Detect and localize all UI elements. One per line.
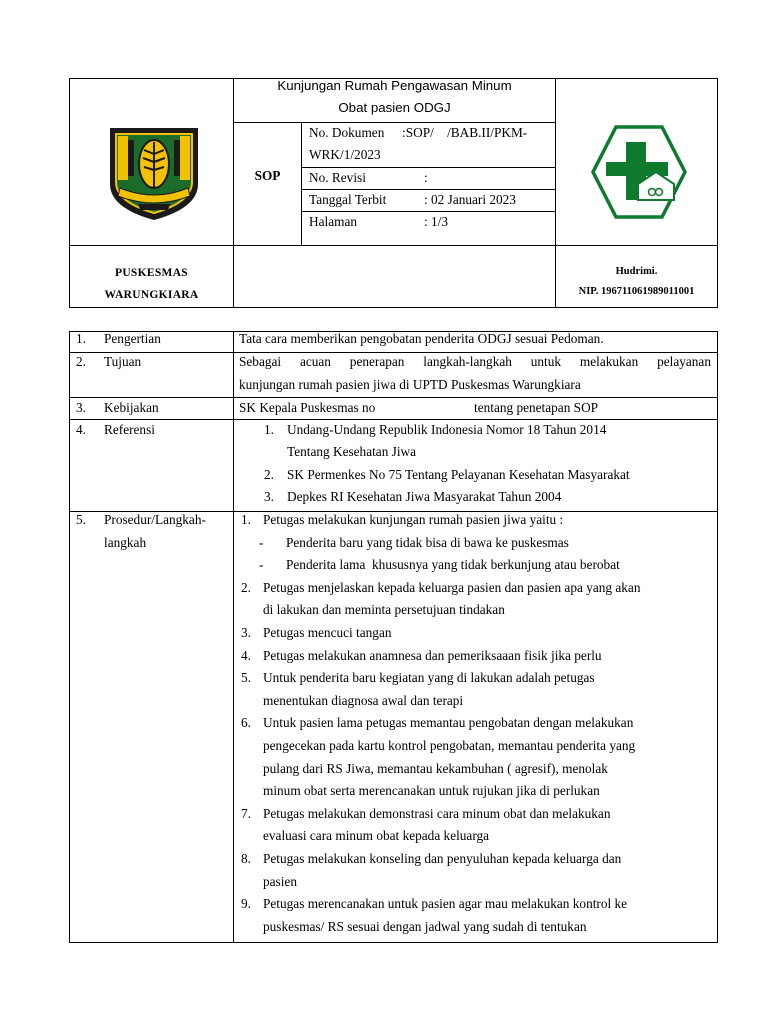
procedure-step-text-cont: evaluasi cara minum obat kepada keluarga xyxy=(263,828,490,844)
row-label-referensi: Referensi xyxy=(104,422,155,437)
row-label-tujuan: Tujuan xyxy=(104,354,142,369)
procedure-step-number: 5. xyxy=(241,670,251,686)
signer-name: Hudrimi. xyxy=(615,266,658,277)
reference-item: SK Permenkes No 75 Tentang Pelayanan Kesehatan Masyarakat xyxy=(287,467,630,482)
procedure-step-text: Petugas mencuci tangan xyxy=(263,625,392,640)
doc-number-label: No. Dokumen xyxy=(309,125,385,140)
procedure-step-text: Petugas melakukan anamnesa dan pemeriksaaan fisik jika perlu xyxy=(263,647,602,663)
revision-value: : xyxy=(424,170,428,185)
procedure-step-number: 3. xyxy=(241,625,251,640)
procedure-step-number: 8. xyxy=(241,851,251,866)
row-label-prosedur: Prosedur/Langkah- xyxy=(104,512,206,527)
issue-date-value: : 02 Januari 2023 xyxy=(424,192,516,207)
regency-crest-logo xyxy=(108,126,200,222)
puskesmas-logo xyxy=(590,124,688,220)
row-text-kebijakan: SK Kepala Puskesmas no xyxy=(239,400,376,415)
sop-label: SOP xyxy=(254,168,281,183)
row-label-kebijakan: Kebijakan xyxy=(104,400,159,415)
procedure-step-text-cont: minum obat serta merencanakan untuk rujukan jika di perlukan xyxy=(263,783,600,799)
row-text-tujuan: Sebagai acuan penerapan langkah-langkah untuk melakukan pelayanan xyxy=(239,354,711,369)
procedure-step-text-cont: pulang dari RS Jiwa, memantau kekambuhan ( agresif), menolak xyxy=(263,760,608,776)
procedure-bullet: - xyxy=(259,557,264,573)
page-label: Halaman xyxy=(309,214,357,229)
reference-item: Depkes RI Kesehatan Jiwa Masyarakat Tahun 2004 xyxy=(287,489,562,504)
row-number: 5. xyxy=(76,512,86,527)
procedure-step-text-cont: di lakukan dan meminta persetujuan tindakan xyxy=(263,602,505,618)
procedure-step-text-cont: pengecekan pada kartu kontrol pengobatan, memantau penderita yang xyxy=(263,738,636,753)
reference-item-cont: Tentang Kesehatan Jiwa xyxy=(287,444,417,459)
sop-title: Kunjungan Rumah Pengawasan Minum Obat pasien ODGJ xyxy=(277,78,512,115)
procedure-step-number: 1. xyxy=(241,512,251,527)
procedure-step-number: 4. xyxy=(241,647,251,663)
procedure-step-text: Petugas melakukan demonstrasi cara minum obat dan melakukan xyxy=(263,805,611,821)
procedure-step-text: Petugas melakukan kunjungan rumah pasien jiwa yaitu : xyxy=(263,512,564,527)
row-number: 3. xyxy=(76,400,86,415)
procedure-step-text-cont: pasien xyxy=(263,873,297,889)
procedure-bullet: - xyxy=(259,534,264,550)
revision-label: No. Revisi xyxy=(309,170,366,185)
procedure-step-text: Penderita lama khususnya yang tidak berkunjung atau berobat xyxy=(286,557,620,573)
procedure-list xyxy=(234,509,717,939)
doc-number-value: :SOP/ /BAB.II/PKM- xyxy=(402,125,528,140)
row-number: 4. xyxy=(76,422,86,437)
procedure-step-text: Petugas melakukan konseling dan penyuluhan kepada keluarga dan xyxy=(263,851,622,866)
procedure-step-text: Untuk penderita baru kegiatan yang di lakukan adalah petugas xyxy=(263,670,595,686)
procedure-step-number: 7. xyxy=(241,805,251,821)
reference-number: 2. xyxy=(264,467,274,482)
row-text-tujuan-cont: kunjungan rumah pasien jiwa di UPTD Puskesmas Warungkiara xyxy=(239,377,581,392)
signer-block xyxy=(556,262,717,302)
procedure-step-number: 6. xyxy=(241,715,251,731)
reference-number: 1. xyxy=(264,422,274,437)
page-value: : 1/3 xyxy=(424,214,449,229)
doc-number-value-cont: WRK/1/2023 xyxy=(309,147,381,162)
reference-item: Undang-Undang Republik Indonesia Nomor 18 Tahun 2014 xyxy=(287,422,607,437)
issue-date-label: Tanggal Terbit xyxy=(309,192,387,207)
row-number: 2. xyxy=(76,354,86,369)
procedure-step-text: Untuk pasien lama petugas memantau pengobatan dengan melakukan xyxy=(263,715,634,731)
procedure-step-text: Penderita baru yang tidak bisa di bawa ke puskesmas xyxy=(286,534,569,550)
procedure-step-text-cont: menentukan diagnosa awal dan terapi xyxy=(263,692,464,708)
row-text-pengertian: Tata cara memberikan pengobatan penderita ODGJ sesuai Pedoman. xyxy=(239,331,604,346)
row-number: 1. xyxy=(76,331,86,346)
procedure-step-number: 9. xyxy=(241,896,251,912)
procedure-step-text: Petugas menjelaskan kepada keluarga pasien dan pasien apa yang akan xyxy=(263,579,641,595)
row-text-kebijakan-b: tentang penetapan SOP xyxy=(474,400,599,415)
signer-nip: NIP. 196711061989011001 xyxy=(578,286,695,297)
row-label-prosedur-cont: langkah xyxy=(104,535,147,550)
organization-name: PUSKESMAS WARUNGKIARA xyxy=(104,267,199,301)
procedure-step-text-cont: puskesmas/ RS sesuai dengan jadwal yang sudah di tentukan xyxy=(263,918,587,934)
procedure-step-number: 2. xyxy=(241,579,251,595)
reference-number: 3. xyxy=(264,489,274,504)
row-label-pengertian: Pengertian xyxy=(104,331,161,346)
procedure-step-text: Petugas merencanakan untuk pasien agar mau melakukan kontrol ke xyxy=(263,896,628,912)
